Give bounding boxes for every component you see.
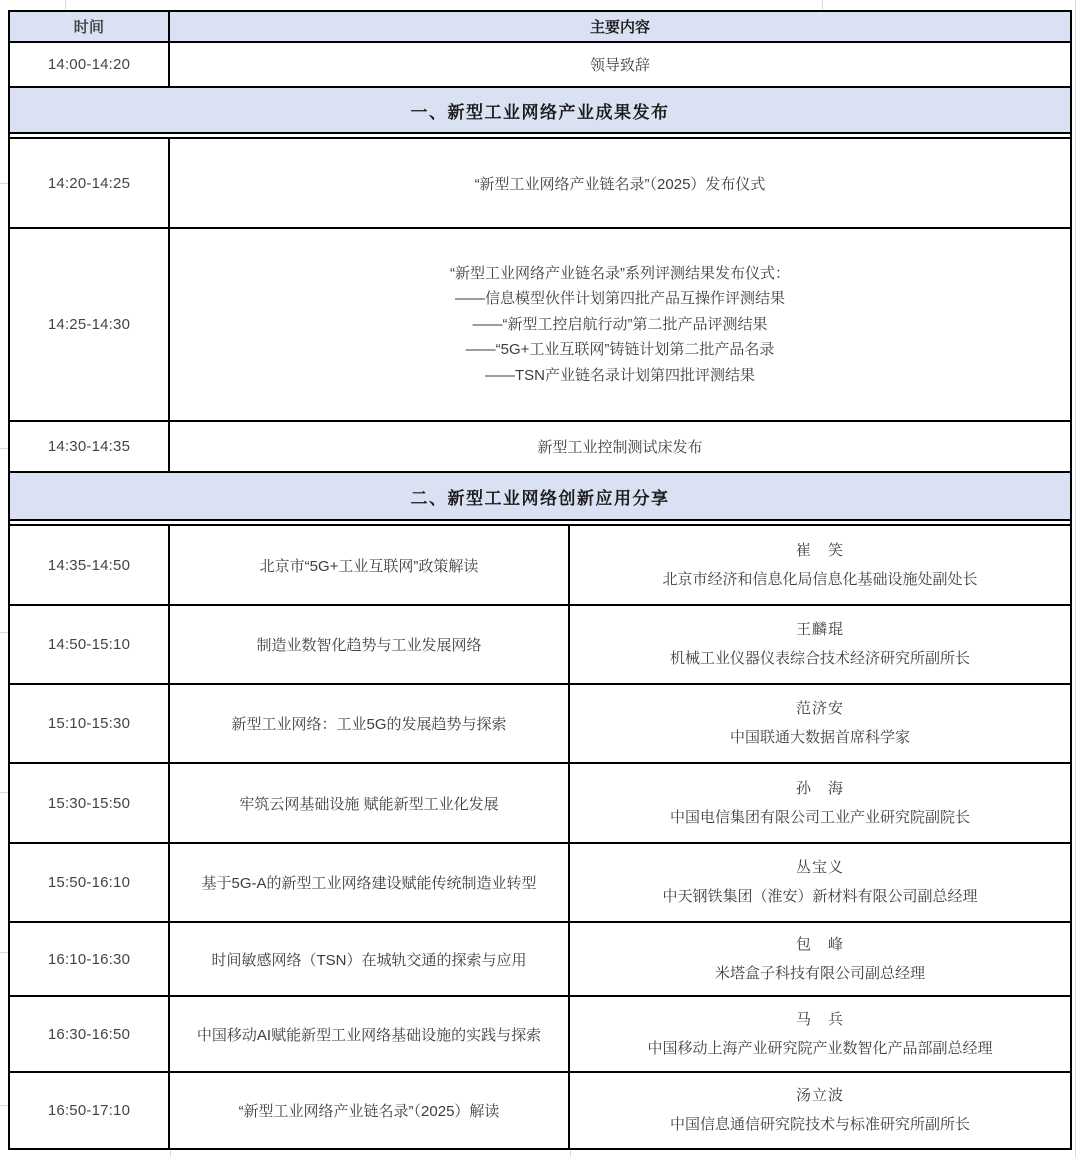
line: “新型工业网络产业链名录”系列评测结果发布仪式： [450,264,790,282]
section-title: 二、新型工业网络创新应用分享 [410,488,670,508]
header-content-cell: 主要内容 [589,19,650,36]
speaker-name: 马 兵 [795,1010,844,1028]
table-row [10,685,1070,764]
time-cell: 16:30-16:50 [10,997,170,1071]
gridline-top-a [65,0,66,10]
speaker-org: 中天钢铁集团（淮安）新材料有限公司副总经理 [662,888,978,905]
speaker-name: 王麟琨 [795,621,844,638]
table-row [10,422,1070,473]
topic-cell: 新型工业网络：工业5G的发展趋势与探索 [170,685,570,762]
speaker-org: 机械工业仪器仪表综合技术经济研究所副所长 [669,650,970,667]
table-row [10,137,1070,229]
gridline-bottom-a [170,1150,171,1157]
gridline-left-stub-4 [0,792,8,793]
speaker-org: 中国电信集团有限公司工业产业研究院副院长 [669,808,970,826]
speaker-cell [570,526,1070,604]
speaker-name: 孙 海 [795,779,844,797]
header-time-cell: 时间 [10,12,170,41]
speaker-org: 北京市经济和信息化局信息化基础设施处副处长 [662,570,978,588]
line: ——“5G+工业互联网”铸链计划第二批产品名录 [465,341,775,359]
section-title: 一、新型工业网络产业成果发布 [410,102,670,122]
topic-cell: 中国移动AI赋能新型工业网络基础设施的实践与探索 [170,997,570,1071]
table-row [10,923,1070,997]
content-cell: 新型工业控制测试床发布 [537,439,703,456]
gridline-left-stub-1 [0,183,8,184]
time-cell: 14:20-14:25 [10,139,170,227]
time-cell: 14:25-14:30 [10,229,170,420]
time-cell: 14:30-14:35 [10,422,170,471]
line: ——信息模型伙伴计划第四批产品互操作评测结果 [454,290,785,308]
gridline-bottom-b [570,1150,571,1157]
time-cell: 14:00-14:20 [10,43,170,86]
table-row [10,524,1070,606]
content-cell: “新型工业网络产业链名录”（2025）发布仪式 [474,175,766,193]
speaker-name: 崔 笑 [795,541,844,559]
speaker-org: 米塔盒子科技有限公司副总经理 [714,964,925,982]
speaker-cell [570,997,1070,1071]
speaker-name: 包 峰 [795,935,844,953]
speaker-org: 中国信息通信研究院技术与标准研究所副所长 [669,1116,970,1133]
speaker-name: 丛宝义 [795,859,844,876]
table-row [10,229,1070,422]
topic-cell: 牢筑云网基础设施 赋能新型工业化发展 [170,764,570,842]
line: ——TSN产业链名录计划第四批评测结果 [484,366,755,384]
release-ceremony-lines [450,261,790,389]
line: ——“新型工控启航行动”第二批产品评测结果 [472,315,768,333]
time-cell: 15:30-15:50 [10,764,170,842]
speaker-cell [570,844,1070,921]
gridline-left-stub-3 [0,632,8,633]
time-cell: 15:10-15:30 [10,685,170,762]
topic-cell: 时间敏感网络（TSN）在城轨交通的探索与应用 [170,923,570,995]
time-cell: 14:50-15:10 [10,606,170,683]
section-banner-2 [10,473,1070,521]
content-cell: 领导致辞 [589,57,650,74]
speaker-org: 中国联通大数据首席科学家 [729,729,910,746]
topic-cell: 北京市“5G+工业互联网”政策解读 [170,526,570,604]
speaker-cell [570,764,1070,842]
topic-cell: 制造业数智化趋势与工业发展网络 [170,606,570,683]
table-row [10,997,1070,1073]
section-banner-1 [10,88,1070,134]
speaker-cell [570,606,1070,683]
speaker-name: 汤立波 [795,1087,844,1104]
time-cell: 16:10-16:30 [10,923,170,995]
agenda-table [8,10,1072,1150]
table-row [10,1073,1070,1150]
table-row [10,43,1070,88]
gridline-left-stub-5 [0,952,8,953]
content-cell [170,229,1070,420]
speaker-cell [570,1073,1070,1148]
speaker-name: 范济安 [795,700,844,717]
gridline-right-margin [1075,0,1076,1157]
speaker-cell [570,923,1070,995]
topic-cell: “新型工业网络产业链名录”（2025）解读 [170,1073,570,1148]
time-cell: 14:35-14:50 [10,526,170,604]
table-row [10,764,1070,844]
time-cell: 15:50-16:10 [10,844,170,921]
table-row [10,606,1070,685]
time-cell: 16:50-17:10 [10,1073,170,1148]
table-row [10,844,1070,923]
topic-cell: 基于5G-A的新型工业网络建设赋能传统制造业转型 [170,844,570,921]
gridline-top-b [822,0,823,10]
speaker-cell [570,685,1070,762]
gridline-left-stub-6 [0,1105,8,1106]
table-header-row [10,10,1070,43]
gridline-left-stub-2 [0,448,8,449]
speaker-org: 中国移动上海产业研究院产业数智化产品部副总经理 [647,1039,993,1057]
